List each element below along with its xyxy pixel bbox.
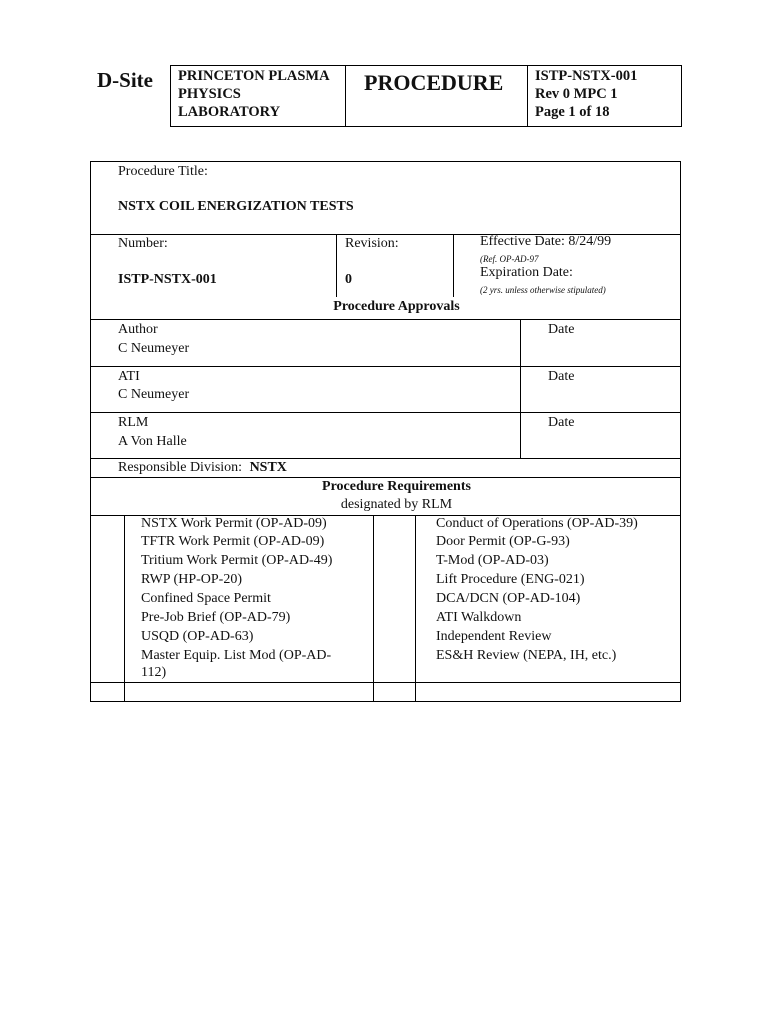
divider — [90, 701, 681, 702]
divider — [373, 515, 374, 701]
division-row — [118, 460, 287, 476]
doc-type-cell — [346, 66, 528, 126]
number-label: Number: — [118, 236, 168, 251]
requirement-item: USQD (OP-AD-63) — [141, 629, 254, 644]
lab-name-line: PHYSICS — [178, 86, 241, 102]
approval-date-label: Date — [548, 322, 575, 337]
title-label: Procedure Title: — [118, 164, 208, 179]
site-label: D-Site — [97, 68, 153, 92]
document-header — [170, 65, 682, 127]
requirement-item: RWP (HP-OP-20) — [141, 572, 242, 587]
revision-label: Revision: — [345, 236, 399, 251]
effective-date-ref: (Ref. OP-AD-97 — [480, 254, 539, 264]
divider — [90, 412, 681, 413]
division-label: Responsible Division: — [118, 460, 243, 475]
approval-role: RLM — [118, 415, 149, 430]
divider — [124, 515, 125, 701]
lab-name-cell — [171, 66, 346, 126]
expiration-note: (2 yrs. unless otherwise stipulated) — [480, 285, 606, 295]
divider — [90, 682, 681, 683]
requirement-item: NSTX Work Permit (OP-AD-09) — [141, 516, 327, 531]
divider — [520, 319, 521, 458]
approval-name: A Von Halle — [118, 434, 187, 449]
approval-date-label: Date — [548, 369, 575, 384]
approval-name: C Neumeyer — [118, 387, 190, 402]
divider — [453, 234, 454, 297]
requirement-item: Pre-Job Brief (OP-AD-79) — [141, 610, 291, 625]
approval-date-label: Date — [548, 415, 575, 430]
approvals-heading: Procedure Approvals — [333, 299, 460, 314]
divider — [90, 161, 681, 162]
requirements-heading: Procedure Requirements — [322, 479, 471, 494]
form-border-left — [90, 161, 91, 702]
expiration-label: Expiration Date: — [480, 265, 573, 280]
requirement-item: ES&H Review (NEPA, IH, etc.) — [436, 648, 617, 663]
lab-name-line: PRINCETON PLASMA — [178, 68, 330, 84]
requirement-item: T-Mod (OP-AD-03) — [436, 553, 549, 568]
revision-info: Rev 0 MPC 1 — [535, 86, 618, 102]
approval-name: C Neumeyer — [118, 341, 190, 356]
divider — [336, 234, 337, 297]
approval-role: Author — [118, 322, 158, 337]
requirement-item: Conduct of Operations (OP-AD-39) — [436, 516, 638, 531]
procedure-number: ISTP-NSTX-001 — [118, 272, 217, 287]
divider — [90, 366, 681, 367]
divider — [415, 515, 416, 701]
effective-date: Effective Date: 8/24/99 — [480, 234, 612, 249]
divider — [90, 319, 681, 320]
requirement-item: TFTR Work Permit (OP-AD-09) — [141, 534, 325, 549]
revision-value: 0 — [345, 272, 352, 287]
requirement-item: Independent Review — [436, 629, 552, 644]
requirement-item: DCA/DCN (OP-AD-104) — [436, 591, 581, 606]
requirement-item-continued: 112) — [141, 665, 167, 680]
requirement-item: ATI Walkdown — [436, 610, 522, 625]
approval-role: ATI — [118, 369, 140, 384]
lab-name-line: LABORATORY — [178, 104, 281, 120]
doc-type: PROCEDURE — [364, 70, 504, 95]
division-value: NSTX — [249, 460, 287, 475]
divider — [90, 458, 681, 459]
form-border-right — [680, 161, 681, 702]
divider — [90, 477, 681, 478]
page-number: Page 1 of 18 — [535, 104, 610, 120]
requirement-item: Tritium Work Permit (OP-AD-49) — [141, 553, 333, 568]
requirement-item: Confined Space Permit — [141, 591, 271, 606]
requirement-item: Master Equip. List Mod (OP-AD- — [141, 648, 332, 663]
procedure-title: NSTX COIL ENERGIZATION TESTS — [118, 199, 354, 214]
requirements-subheading: designated by RLM — [340, 497, 453, 512]
requirement-item: Lift Procedure (ENG-021) — [436, 572, 585, 587]
doc-id: ISTP-NSTX-001 — [535, 68, 638, 84]
requirement-item: Door Permit (OP-G-93) — [436, 534, 570, 549]
